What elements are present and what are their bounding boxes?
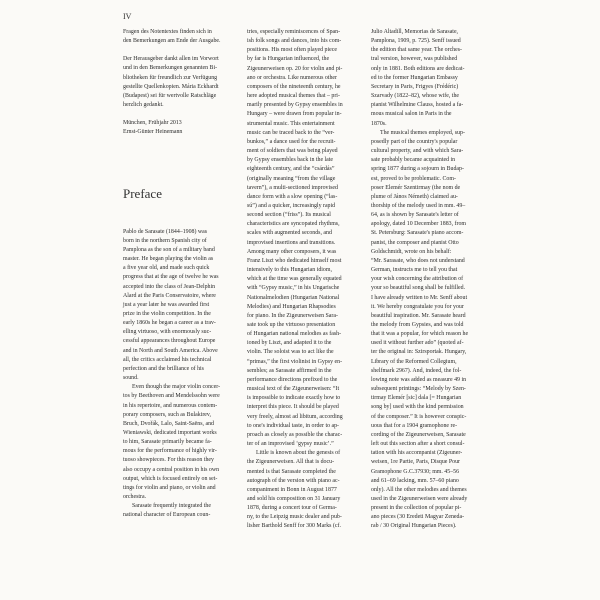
text-line: here adopted musical themes that – pri- bbox=[247, 93, 340, 100]
text-line: which at the time was generally equated bbox=[247, 276, 342, 283]
text-line: song by] used with the kind permission bbox=[371, 404, 464, 411]
text-line: sate took up the virtuoso presentation bbox=[247, 322, 336, 328]
text-line: sate probably became acquainted in bbox=[371, 157, 456, 164]
text-line: ter of an improvised ‘gypsy music’.” bbox=[247, 441, 334, 448]
text-line: also occupy a central position in his own bbox=[123, 466, 220, 473]
text-column-2 bbox=[247, 28, 365, 532]
text-line: Alard at the Paris Conservatoire, where bbox=[123, 292, 216, 299]
text-line: Zigeunerweisen op. 20 for violin and pi- bbox=[247, 65, 343, 72]
text-line: mous musical salon in Paris in the bbox=[371, 111, 452, 118]
text-line: spring 1877 during a sojourn in Budap- bbox=[371, 166, 464, 173]
text-line: poser Elemér Szentirmay (the nom de bbox=[371, 184, 461, 191]
text-line: posedly part of the country's popular bbox=[371, 138, 458, 145]
text-line: performance directions prefixed to the bbox=[247, 376, 338, 383]
text-line: bunkos,” a dance used for the recruit- bbox=[247, 138, 336, 145]
preface-paragraph-2 bbox=[123, 383, 241, 502]
preface-paragraph-4-continued bbox=[371, 28, 489, 129]
text-line: St. Petersburg: Sarasate's piano accom- bbox=[371, 230, 464, 237]
text-line: Melodies) and Hungarian Rhapsodies bbox=[247, 303, 336, 310]
text-line: your so beautiful song shall be fulfilled. bbox=[371, 285, 466, 292]
text-line: autograph of the version with piano ac- bbox=[247, 477, 340, 484]
preface-paragraph-5 bbox=[371, 129, 489, 532]
text-line: bliotheken für freundlich zur Verfügung bbox=[123, 74, 218, 81]
text-line: master. He began playing the violin as bbox=[123, 256, 214, 263]
text-line: improvised insertions and transitions. bbox=[247, 239, 336, 246]
text-line: plume of János Németh) claimed au- bbox=[371, 193, 458, 200]
text-line: to one's individual taste, in order to ap- bbox=[247, 422, 340, 429]
text-line: weisen, 1re Partie, Paris, Disque Pour bbox=[371, 459, 460, 466]
text-line: dance form with a slow opening (“las- bbox=[247, 193, 338, 200]
text-line: of Hungarian national melodies as fash- bbox=[247, 331, 342, 338]
text-line: den Bemerkungen am Ende der Ausgabe. bbox=[123, 38, 221, 45]
text-line: Pablo de Sarasate (1844–1908) was bbox=[123, 228, 208, 235]
text-line: tries, especially reminiscences of Span- bbox=[247, 29, 341, 35]
text-line: tation with his accompanist (Zigeuner- bbox=[371, 450, 463, 457]
text-line: est, proved to be problematic. Com- bbox=[371, 175, 456, 182]
text-line: Hungary – were drawn from popular in- bbox=[247, 111, 342, 118]
signature bbox=[123, 119, 241, 137]
text-line: marily presented by Gypsy ensembles in bbox=[247, 102, 343, 109]
text-line: ano or orchestra. Like numerous other bbox=[247, 74, 337, 81]
signature-author: Ernst-Günter Heinemann bbox=[123, 129, 183, 136]
text-line: accepted into the class of Jean-Delphin bbox=[123, 283, 216, 290]
text-line: 64, as is shown by Sarasate's letter of bbox=[371, 212, 459, 219]
text-line: uous that for a 1904 gramophone re- bbox=[371, 422, 458, 429]
text-line: Library of the Reformed Collegium, bbox=[371, 358, 457, 365]
text-line: Goldschmidt, wrote on his behalf: bbox=[371, 248, 452, 255]
text-line: ter the original in: Szirsportak. Hungary, bbox=[371, 349, 467, 356]
section-heading: Preface bbox=[123, 185, 162, 201]
text-line: ny, to the Leipzig music dealer and pub- bbox=[247, 514, 342, 521]
text-line: scales with augmented seconds, and bbox=[247, 230, 332, 237]
acknowledgement-paragraph bbox=[123, 55, 241, 110]
text-line: Der Herausgeber dankt allen im Vorwort bbox=[123, 56, 219, 63]
text-line: tral version, however, was published bbox=[371, 56, 458, 63]
text-line: ment of soldiers that was being played bbox=[247, 148, 338, 155]
text-line: in his repertoire, and numerous contem- bbox=[123, 402, 218, 409]
text-line: gestellte Quellenkopien. Mária Eckhardt bbox=[123, 83, 219, 90]
text-line: Little is known about the genesis of bbox=[256, 450, 341, 457]
text-line: very freely, almost ad libitum, according bbox=[247, 413, 343, 420]
text-line: musical text of the Zigeunerweisen: “It bbox=[247, 386, 340, 393]
text-line: ish folk songs and dances, into his com- bbox=[247, 38, 342, 45]
text-line: sú”) and a quicker, increasingly rapid bbox=[247, 202, 336, 209]
text-line: the melody from Gypsies, and was told bbox=[371, 322, 464, 328]
text-line: sound. bbox=[123, 375, 139, 382]
text-line: it. We hereby congratulate you for your bbox=[371, 303, 464, 310]
text-line: mented is that Sarasate completed the bbox=[247, 468, 336, 475]
text-line: “primas,” the first violinist in Gypsy en- bbox=[247, 358, 343, 365]
signature-place-date: München, Frühjahr 2013 bbox=[123, 120, 182, 127]
text-line: herzlich gedankt. bbox=[123, 102, 164, 109]
text-line: for piano. In the Zigeunerweisen Sara- bbox=[247, 312, 338, 319]
text-line: used it without further ado” (quoted af- bbox=[371, 340, 464, 347]
text-line: mous for the performance of highly vir- bbox=[123, 448, 217, 455]
text-line: panist, the composer and pianist Otto bbox=[371, 239, 459, 246]
preface-paragraph-1 bbox=[123, 228, 241, 384]
text-line: Bruch, Dvořák, Lalo, Saint-Saëns, and bbox=[123, 420, 214, 427]
text-line: tavern”), a multi-sectioned improvised bbox=[247, 184, 338, 191]
text-line: rab / 30 Original Hungarian Pieces). bbox=[371, 523, 457, 530]
text-line: und in den Bemerkungen genannten Bi- bbox=[123, 65, 218, 72]
text-line: apology, dated 10 December 1883, from bbox=[371, 221, 466, 228]
text-line: tos by Beethoven and Mendelssohn were bbox=[123, 393, 220, 400]
text-line: used in the Zigeunerweisen were already bbox=[371, 495, 468, 502]
text-line: Pamplona, 1909, p. 725). Senff issued bbox=[371, 38, 461, 45]
text-line: second section (“friss”). Its musical bbox=[247, 212, 331, 219]
text-line: output, which is focused entirely on set- bbox=[123, 475, 218, 482]
text-line: Fragen des Notentextes finden sich in bbox=[123, 29, 212, 35]
text-line: tirmay Elemér [sic] dala [= Hungarian bbox=[371, 395, 462, 402]
text-line: 1870s. bbox=[371, 120, 387, 127]
text-line: pianist Wilhelmine Clauss, hosted a fa- bbox=[371, 102, 464, 109]
text-line: the Zigeunerweisen. All that is docu- bbox=[247, 459, 335, 466]
text-column-3 bbox=[371, 28, 489, 532]
text-line: tings for violin and piano, or violin and bbox=[123, 484, 216, 491]
text-line: Among many other composers, it was bbox=[247, 248, 337, 255]
text-line: (Budapest) sei für wertvolle Ratschläge bbox=[123, 92, 217, 99]
text-line: positions. His most often played piece bbox=[247, 47, 337, 54]
text-line: by far is Hungarian influenced, the bbox=[247, 56, 330, 63]
text-line: Secretary in Paris, Frigyes (Frédéric) bbox=[371, 83, 459, 90]
text-line: shelfmark 2967). And, indeed, the fol- bbox=[371, 367, 462, 374]
preface-paragraph-4 bbox=[247, 449, 365, 531]
text-line: Sarasate frequently integrated the bbox=[132, 503, 211, 510]
text-line: with “Gypsy music,” in his Ungarische bbox=[247, 285, 340, 292]
preface-paragraph-3 bbox=[123, 502, 241, 520]
text-line: your wish concerning the attribution of bbox=[371, 276, 464, 283]
text-line: Pamplona as the son of a military band bbox=[123, 246, 215, 253]
text-line: thorship of the melody used in mm. 49– bbox=[371, 202, 466, 209]
text-line: early 1860s he began a career as a trav- bbox=[123, 320, 216, 327]
page-number: IV bbox=[123, 12, 132, 21]
text-line: prize in the violin competition. In the bbox=[123, 310, 211, 317]
text-line: sembles; as Sarasate affirmed in the bbox=[247, 367, 332, 374]
text-line: the edition that same year. The orches- bbox=[371, 47, 462, 54]
text-line: porary composers, such as Bulakirev, bbox=[123, 411, 211, 418]
text-line: just a year later he was awarded first bbox=[123, 301, 210, 308]
preface-paragraph-3-continued bbox=[247, 28, 365, 449]
text-line: Szarvady (1822–82), whose wife, the bbox=[371, 93, 460, 100]
text-line: only). All the other melodies and themes bbox=[371, 486, 467, 493]
text-line: and sold his composition on 31 January bbox=[247, 495, 341, 502]
text-line: Even though the major violin concer- bbox=[132, 384, 221, 391]
text-line: that it was a popular, for which reason he bbox=[371, 331, 469, 338]
text-line: of the composer.” It is however conspic- bbox=[371, 413, 467, 420]
text-line: cessful appearances throughout Europe bbox=[123, 338, 216, 345]
text-line: beautiful inspiration. Mr. Sarasate heard bbox=[371, 312, 466, 319]
text-line: “Mr. Sarasate, who does not understand bbox=[371, 257, 465, 264]
text-line: cultural property, and with which Sara- bbox=[371, 148, 464, 155]
text-line: companiment in Bonn in August 1877 bbox=[247, 486, 337, 493]
text-line: strumental music. This entertainment bbox=[247, 120, 335, 127]
text-line: German, instructs me to tell you that bbox=[371, 267, 458, 274]
text-line: all, the critics acclaimed his technical bbox=[123, 356, 212, 363]
text-line: a five year old, and made such quick bbox=[123, 265, 210, 272]
text-line: national character of European coun- bbox=[123, 512, 211, 519]
text-line: is impossible to indicate exactly how to bbox=[247, 395, 341, 402]
text-line: elling virtuoso, with enormously suc- bbox=[123, 329, 212, 336]
text-line: (originally meaning “from the village bbox=[247, 175, 336, 182]
text-line: characteristics are syncopated rhythms, bbox=[247, 221, 340, 228]
text-line: and in North and South America. Above bbox=[123, 347, 218, 354]
text-line: proach as closely as possible the charac- bbox=[247, 431, 343, 438]
text-line: lisher Barthold Senff for 300 Marks (cf. bbox=[247, 523, 341, 530]
text-line: tuoso showpieces. For this reason they bbox=[123, 457, 214, 464]
text-line: Julio Altadill, Memorias de Sarasate, bbox=[371, 29, 459, 35]
text-line: lowing note was added as measure 49 in bbox=[371, 376, 467, 383]
text-line: cording of the Zigeunerweisen, Sarasate bbox=[371, 431, 466, 438]
text-line: 1878, during a concert tour of Germa- bbox=[247, 505, 337, 512]
text-line: only in 1881. Both editions are dedicat- bbox=[371, 65, 465, 72]
text-line: composers of the nineteenth century, he bbox=[247, 83, 341, 90]
text-line: intensively to this Hungarian idiom, bbox=[247, 267, 332, 274]
text-line: ioned by Liszt, and adapted it to the bbox=[247, 340, 332, 347]
text-line: subsequent printings: “Melody by Szen- bbox=[371, 386, 466, 393]
text-line: ed to the former Hungarian Embassy bbox=[371, 74, 458, 81]
text-line: and 61–69 lacking, mm. 57–60 piano bbox=[371, 477, 459, 484]
text-line: ano pieces (30 Eredeti Magyar Zeneda- bbox=[371, 514, 465, 521]
text-line: left out this section after a short consul- bbox=[371, 441, 465, 448]
text-line: present in the collection of popular pi- bbox=[371, 505, 462, 512]
text-line: interpret this piece. It should be played bbox=[247, 404, 339, 411]
text-line: music can be traced back to the “ver- bbox=[247, 129, 335, 136]
text-line: by Gypsy ensembles back in the late bbox=[247, 157, 334, 164]
text-line: eighteenth century, and the “csárdás” bbox=[247, 166, 335, 173]
text-line: Wieniawski, dedicated important works bbox=[123, 430, 217, 436]
text-line: Gramophone G.C.37930; mm. 45–56 bbox=[371, 468, 460, 475]
text-line: I have already written to Mr. Senff about bbox=[371, 294, 468, 301]
intro-paragraph bbox=[123, 28, 241, 46]
text-line: The musical themes employed, sup- bbox=[380, 129, 465, 136]
text-line: Nationalmelodien (Hungarian National bbox=[247, 294, 340, 301]
text-column-1 bbox=[123, 28, 241, 521]
text-line: Franz Liszt who dedicated himself most bbox=[247, 257, 342, 264]
text-line: violin. The soloist was to act like the bbox=[247, 349, 334, 356]
text-line: orchestra. bbox=[123, 494, 147, 501]
text-line: born in the northern Spanish city of bbox=[123, 237, 207, 244]
text-line: to him, Sarasate primarily became fa- bbox=[123, 439, 212, 446]
text-line: progress that at the age of twelve he was bbox=[123, 274, 219, 281]
text-line: perfection and the brilliance of his bbox=[123, 365, 204, 372]
